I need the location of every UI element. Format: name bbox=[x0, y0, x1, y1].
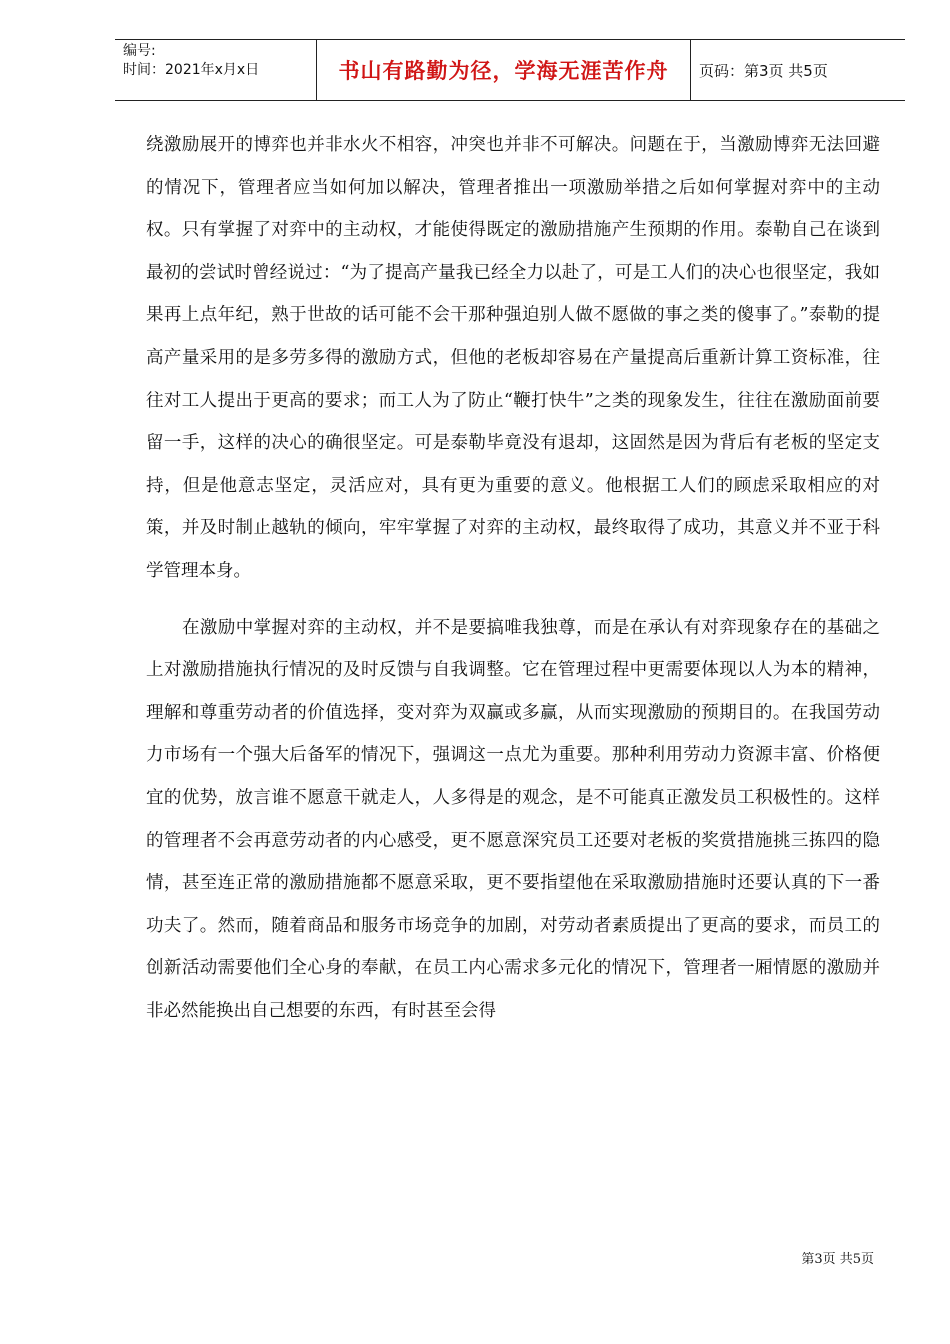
footer-page-number: 第3页 共5页 bbox=[801, 1252, 874, 1267]
paragraph-1: 绕激励展开的博弈也并非水火不相容，冲突也并非不可解决。问题在于，当激励博弈无法回避的情况下，管理者应当如何加以解决，管理者推出一项激励举措之后如何掌握对弈中的主动权。只有掌握了对弈中的主动权，才能使得既定的激励措施产生预期的作用。泰勒自己在谈到最初的尝试时曾经说过：“为了提高产量我已经全力以赴了，可是工人们的决心也很坚定，我如果再上点年纪，熟于世故的话可能不会干那种强迫别人做不愿做的事之类的傻事了。”泰勒的提高产量采用的是多劳多得的激励方式，但他的老板却容易在产量提高后重新计算工资标准，往往对工人提出于更高的要求；而工人为了防止“鞭打快牛”之类的现象发生，往往在激励面前要留一手，这样的决心的确很坚定。可是泰勒毕竟没有退却，这固然是因为背后有老板的坚定支持，但是他意志坚定，灵活应对，具有更为重要的意义。他根据工人们的顾虑采取相应的对策，并及时制止越轨的倾向，牢牢掌握了对弈的主动权，最终取得了成功，其意义并不亚于科学管理本身。 bbox=[146, 135, 880, 581]
document-number-label: 编号: bbox=[123, 43, 156, 59]
document-body bbox=[146, 124, 880, 1032]
header-motto: 书山有路勤为径，学海无涯苦作舟 bbox=[316, 40, 691, 100]
paragraph-2: 在激励中掌握对弈的主动权，并不是要搞唯我独尊，而是在承认有对弈现象存在的基础之上对激励措施执行情况的及时反馈与自我调整。它在管理过程中更需要体现以人为本的精神，理解和尊重劳动者的价值选择，变对弈为双赢或多赢，从而实现激励的预期目的。在我国劳动力市场有一个强大后备军的情况下，强调这一点尤为重要。那种利用劳动力资源丰富、价格便宜的优势，放言谁不愿意干就走人，人多得是的观念，是不可能真正激发员工积极性的。这样的管理者不会再意劳动者的内心感受，更不愿意深究员工还要对老板的奖赏措施挑三拣四的隐情，甚至连正常的激励措施都不愿意采取，更不要指望他在采取激励措施时还要认真的下一番功夫了。然而，随着商品和服务市场竞争的加剧，对劳动者素质提出了更高的要求，而员工的创新活动需要他们全心身的奉献，在员工内心需求多元化的情况下，管理者一厢情愿的激励并非必然能换出自己想要的东西，有时甚至会得 bbox=[146, 617, 880, 1021]
page-header bbox=[115, 39, 905, 101]
header-meta bbox=[115, 40, 316, 100]
header-page-number: 页码：第3页 共5页 bbox=[699, 61, 828, 80]
document-time-label: 时间：2021年x月x日 bbox=[123, 62, 260, 78]
